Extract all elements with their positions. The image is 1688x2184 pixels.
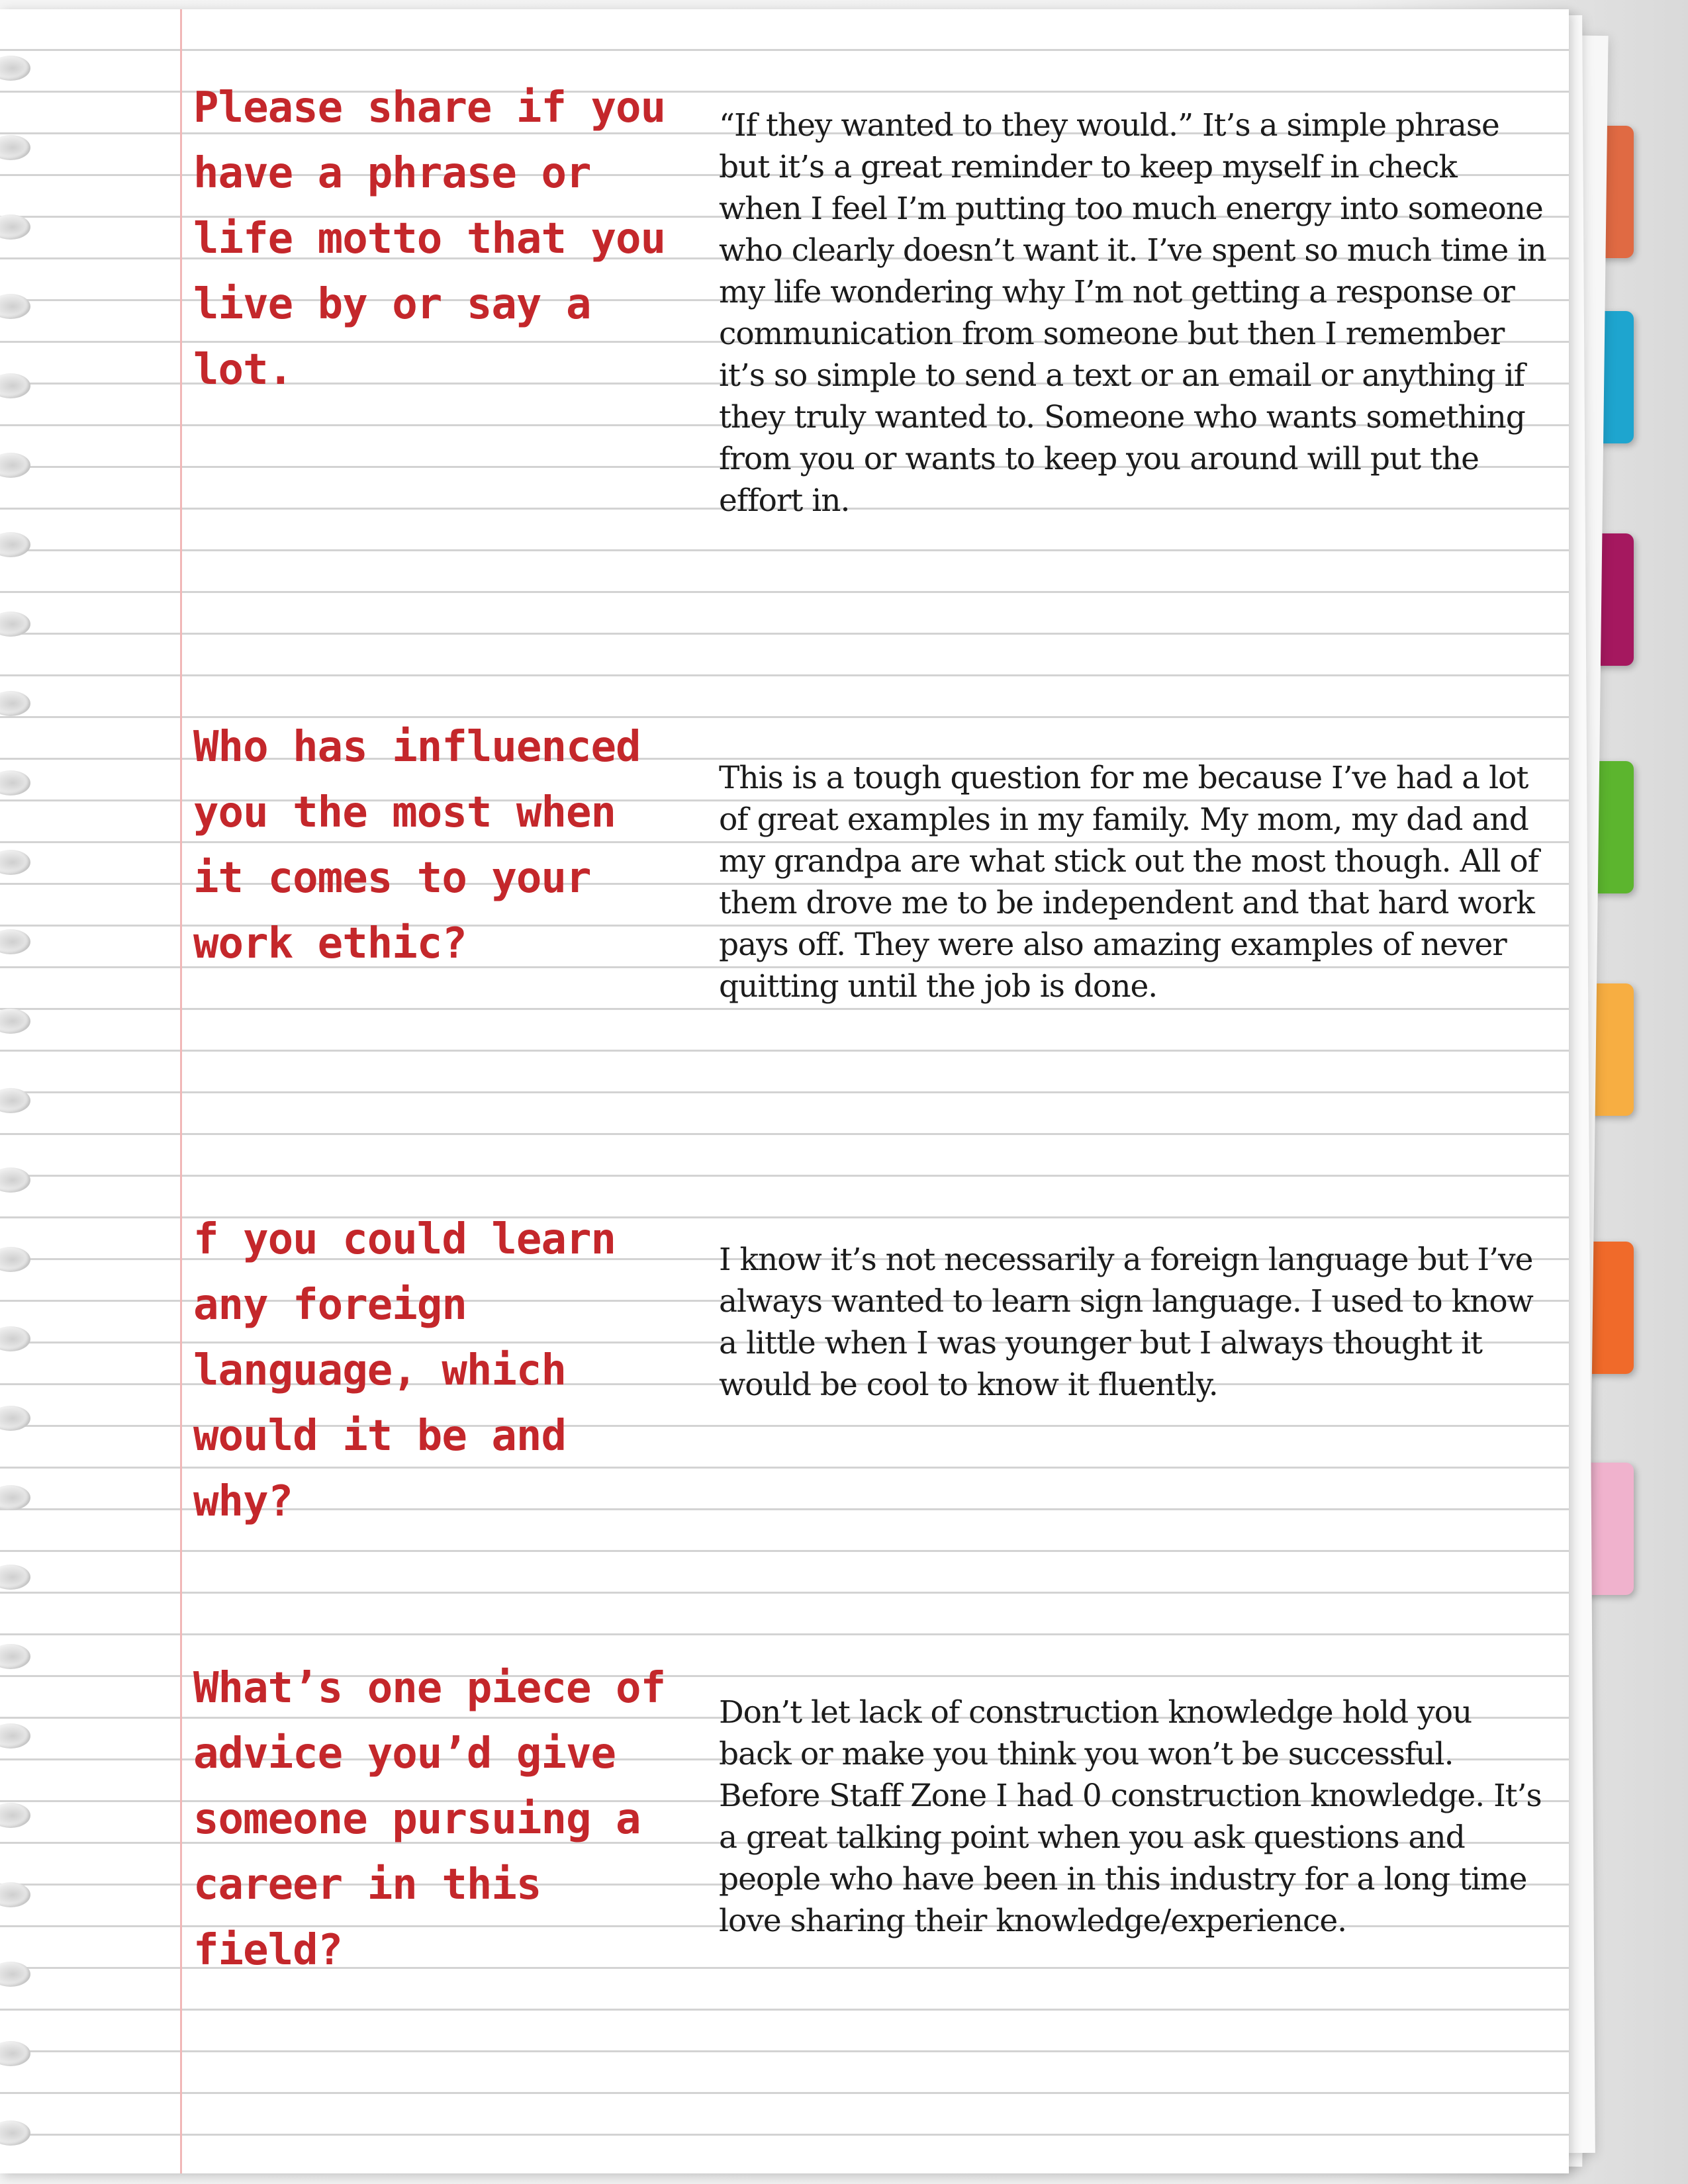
spiral-hole xyxy=(0,1882,30,1907)
spiral-hole xyxy=(0,1167,30,1193)
question-work-ethic: Who has influenced you the most when it comes to your work ethic? xyxy=(193,723,641,968)
question-foreign-language: f you could learn any foreign language, which would it be and why? xyxy=(193,1215,616,1526)
answer-foreign-language: I know it’s not necessarily a foreign language but I’ve always wanted to learn sign language. I used to know a little when I was younger but I always thought it would be cool to know it fluently. xyxy=(719,1242,1533,1403)
spiral-hole xyxy=(0,691,30,716)
spiral-hole xyxy=(0,1485,30,1510)
spiral-hole xyxy=(0,2041,30,2066)
margin-line xyxy=(180,9,182,2173)
answer-career-advice: Don’t let lack of construction knowledge hold you back or make you think you won’t be successful. Before Staff Zone I had 0 construction knowledge. It’s a great talking point when you ask questions and people who have been in this industry for a long time love sharing their knowledge/experience. xyxy=(719,1694,1542,1939)
spiral-hole xyxy=(0,1565,30,1590)
spiral-hole xyxy=(0,373,30,398)
spiral-hole xyxy=(0,1644,30,1669)
spiral-hole xyxy=(0,1009,30,1034)
spiral-hole xyxy=(0,1406,30,1431)
answer-motto: “If they wanted to they would.” It’s a simple phrase but it’s a great reminder to keep myself in check when I feel I’m putting too much energy into someone who clearly doesn’t want it. I’ve spent so much time in my life wondering why I’m not getting a response or communication from someone but then I remember it’s so simple to send a text or an email or anything if they truly wanted to. Someone who wants something from you or wants to keep you around will put the effort in. xyxy=(719,107,1546,519)
spiral-hole xyxy=(0,294,30,319)
spiral-hole xyxy=(0,1247,30,1272)
spiral-hole xyxy=(0,1803,30,1828)
question-career-advice: What’s one piece of advice you’d give someone pursuing a career in this field? xyxy=(193,1664,666,1975)
spiral-hole xyxy=(0,1326,30,1351)
notebook-page xyxy=(0,9,1569,2173)
spiral-hole xyxy=(0,453,30,478)
spiral-hole xyxy=(0,1088,30,1113)
spiral-hole xyxy=(0,929,30,954)
question-motto: Please share if you have a phrase or life motto that you live by or say a lot. xyxy=(193,83,666,394)
answer-work-ethic: This is a tough question for me because I’ve had a lot of great examples in my family. My mom, my dad and my grandpa are what stick out the most though. All of them drove me to be independent and that hard work pays off. They were also amazing examples of never quitting until the job is done. xyxy=(719,760,1539,1005)
spiral-hole xyxy=(0,532,30,557)
spiral-hole xyxy=(0,1723,30,1749)
spiral-hole xyxy=(0,850,30,875)
spiral-hole xyxy=(0,770,30,796)
spiral-hole xyxy=(0,1962,30,1987)
spiral-hole xyxy=(0,214,30,240)
spiral-hole xyxy=(0,2120,30,2146)
spiral-hole xyxy=(0,135,30,160)
spiral-hole xyxy=(0,56,30,81)
spiral-hole xyxy=(0,612,30,637)
